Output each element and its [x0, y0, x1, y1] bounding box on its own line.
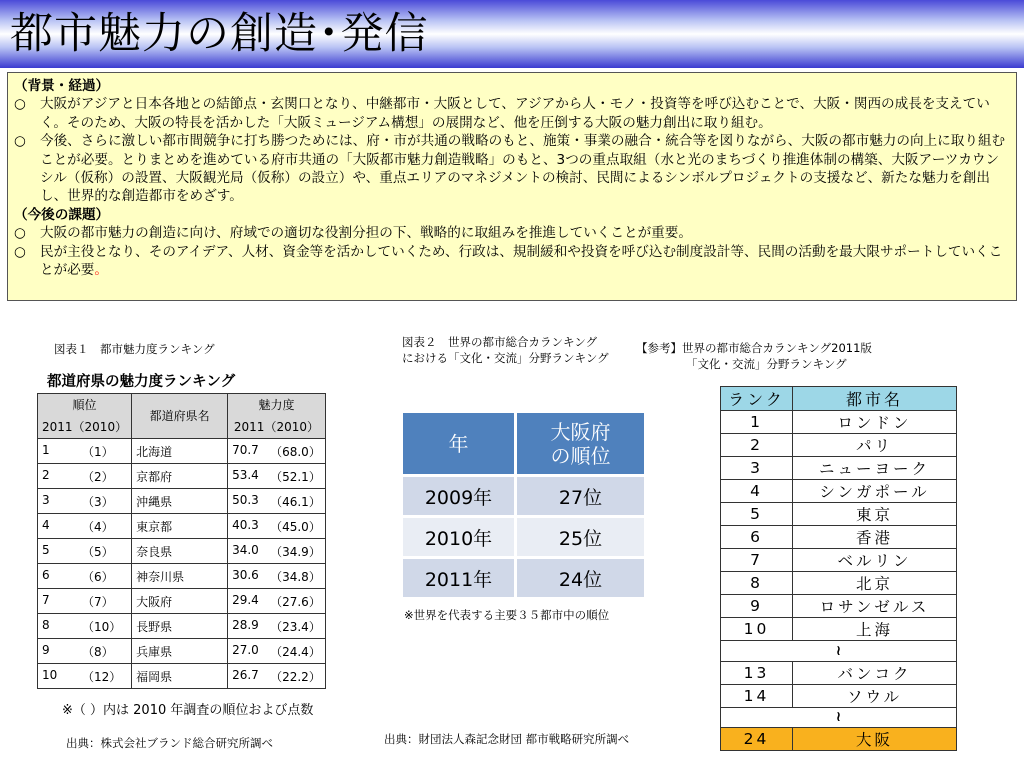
fig3-caption-line2: 「文化・交流」分野ランキング [686, 357, 847, 371]
index-2010: （22.2） [270, 669, 321, 684]
prefecture-cell: 奈良県 [132, 539, 228, 564]
year-cell: 2011年 [403, 559, 514, 597]
rank-cell [38, 589, 132, 614]
table-row [721, 728, 957, 751]
index-2011: 53.4 [232, 467, 259, 482]
rank-2010: （8） [82, 644, 114, 659]
index-cell [228, 614, 326, 639]
index-2010: （34.8） [270, 569, 321, 584]
rank-2010: （4） [82, 519, 114, 534]
rank-2011: 4 [42, 517, 50, 532]
background-bullet [14, 95, 1008, 132]
index-cell [228, 639, 326, 664]
city-cell: 東京 [793, 503, 957, 526]
prefecture-cell: 兵庫県 [132, 639, 228, 664]
table-row [403, 518, 644, 556]
bullet-marker: ○ [14, 243, 26, 260]
table-row [38, 439, 326, 464]
bullet-text [40, 243, 1008, 280]
index-cell [228, 464, 326, 489]
prefecture-cell: 神奈川県 [132, 564, 228, 589]
prefecture-cell: 福岡県 [132, 664, 228, 689]
table-row [721, 480, 957, 503]
bullet-text: 大阪の都市魅力の創造に向け、府域での適切な役割分担の下、戦略的に取組みを推進していくことが重要。 [40, 225, 692, 242]
col-header-rank: ランク [721, 387, 793, 411]
index-cell [228, 564, 326, 589]
rank-2011: 1 [42, 442, 50, 457]
index-cell [228, 664, 326, 689]
city-cell: 大阪 [793, 728, 957, 751]
table-row [721, 457, 957, 480]
city-cell: 北京 [793, 572, 957, 595]
fig1-table-title: 都道府県の魅力度ランキング [47, 374, 236, 390]
col-header-osaka-rank [517, 413, 644, 474]
rank-2011: 7 [42, 592, 50, 607]
table-row [38, 464, 326, 489]
background-bullet [14, 132, 1008, 206]
fig2-caption-line2: における「文化・交流」分野ランキング [402, 351, 609, 365]
fig2-source: 出典：財団法人森記念財団 都市戦略研究所調べ [384, 732, 630, 746]
fig1-caption: 図表１ 都市魅力度ランキング [54, 342, 215, 356]
table-row [38, 589, 326, 614]
index-2010: （23.4） [270, 619, 321, 634]
bullet-text: 大阪がアジアと日本各地との結節点・玄関口となり、中継都市・大阪として、アジアから人・モノ・投資等を呼び込むことで、大阪・関西の成長を支えていく。そのため、大阪の特長を活かした「大阪ミュージアム構想」の展開など、他を圧倒する大阪の魅力創出に取り組む。 [40, 96, 990, 131]
fig1-note: ※（ ）内は 2010 年調査の順位および点数 [62, 703, 314, 718]
table-row [403, 477, 644, 515]
table-row [721, 661, 957, 684]
fig1-source: 出典：株式会社ブランド総合研究所調べ [66, 736, 273, 750]
table-row [721, 434, 957, 457]
rank-cell [38, 564, 132, 589]
index-2011: 28.9 [232, 617, 259, 632]
gap-marker: ≀ [721, 707, 957, 728]
background-heading: （背景・経過） [14, 78, 110, 94]
prefecture-cell: 長野県 [132, 614, 228, 639]
rank-cell: 4 [721, 480, 793, 503]
fig2-caption-line1: 図表２ 世界の都市総合カランキング [402, 335, 598, 349]
index-2011: 70.7 [232, 442, 259, 457]
table-row [38, 489, 326, 514]
table-row [38, 614, 326, 639]
col-header-index [228, 394, 326, 439]
index-2011: 30.6 [232, 567, 259, 582]
bullet-marker: ○ [14, 96, 26, 113]
summary-box [7, 72, 1017, 301]
table-row [38, 539, 326, 564]
world-city-ranking-table [720, 386, 957, 751]
rank-2010: （5） [82, 544, 114, 559]
index-2011: 29.4 [232, 592, 259, 607]
table-row [721, 503, 957, 526]
rank-2010: （7） [82, 594, 114, 609]
index-2011: 40.3 [232, 517, 259, 532]
city-cell: 上海 [793, 618, 957, 641]
rank-cell [38, 464, 132, 489]
index-cell [228, 489, 326, 514]
rank-cell: 2 [721, 434, 793, 457]
index-2010: （24.4） [270, 644, 321, 659]
index-2010: （27.6） [270, 594, 321, 609]
table-header-row [38, 394, 326, 439]
rank-cell: 13 [721, 661, 793, 684]
col-header-index-label: 魅力度 [258, 398, 295, 412]
gap-row [721, 641, 957, 662]
city-cell: ベルリン [793, 549, 957, 572]
index-2011: 34.0 [232, 542, 259, 557]
col-header-prefecture: 都道府県名 [132, 394, 228, 439]
rank-cell: 27位 [517, 477, 644, 515]
rank-cell: 3 [721, 457, 793, 480]
rank-cell [38, 439, 132, 464]
osaka-rank-table [403, 413, 644, 600]
index-cell [228, 589, 326, 614]
table-header-row [403, 413, 644, 474]
col-header-city: 都市名 [793, 387, 957, 411]
rank-2011: 8 [42, 617, 50, 632]
year-cell: 2009年 [403, 477, 514, 515]
bullet-text-main: 民が主役となり、そのアイデア、人材、資金等を活かしていくため、行政は、規制緩和や投資を呼び込む制度設計等、民間の活動を最大限サポートしていくことが必要 [40, 243, 1003, 279]
table-row [38, 564, 326, 589]
city-cell: パリ [793, 434, 957, 457]
col-header-osaka-rank-line1: 大阪府 [550, 419, 611, 444]
table-row [721, 526, 957, 549]
rank-cell: 10 [721, 618, 793, 641]
rank-cell [38, 614, 132, 639]
city-cell: 香港 [793, 526, 957, 549]
rank-2010: （10） [82, 619, 122, 634]
index-2010: （68.0） [270, 444, 321, 459]
city-cell: ロンドン [793, 411, 957, 434]
rank-cell: 24 [721, 728, 793, 751]
table-row [721, 411, 957, 434]
table-row [721, 572, 957, 595]
gap-row [721, 707, 957, 728]
rank-cell: 24位 [517, 559, 644, 597]
rank-2011: 3 [42, 492, 50, 507]
rank-cell [38, 664, 132, 689]
table-row [721, 549, 957, 572]
rank-cell: 6 [721, 526, 793, 549]
index-2010: （46.1） [270, 494, 321, 509]
rank-2011: 5 [42, 542, 50, 557]
index-2010: （52.1） [270, 469, 321, 484]
issues-bullet [14, 224, 1008, 242]
table-row [721, 618, 957, 641]
index-cell [228, 514, 326, 539]
rank-cell: 7 [721, 549, 793, 572]
table-row [721, 595, 957, 618]
index-2010: （34.9） [270, 544, 321, 559]
bullet-marker: ○ [14, 225, 26, 242]
col-header-rank-label: 順位 [72, 398, 97, 412]
index-2010: （45.0） [270, 519, 321, 534]
year-cell: 2010年 [403, 518, 514, 556]
table-row [38, 664, 326, 689]
table-header-row [721, 387, 957, 411]
rank-2010: （6） [82, 569, 114, 584]
city-cell: シンガポール [793, 480, 957, 503]
col-header-index-years: 2011（2010） [233, 420, 319, 434]
prefecture-cell: 沖縄県 [132, 489, 228, 514]
col-header-year: 年 [403, 413, 514, 474]
rank-2010: （1） [82, 444, 114, 459]
rank-cell: 14 [721, 684, 793, 707]
rank-2011: 10 [42, 667, 58, 682]
prefecture-ranking-table [37, 393, 326, 689]
prefecture-cell: 東京都 [132, 514, 228, 539]
city-cell: ロサンゼルス [793, 595, 957, 618]
issues-heading: （今後の課題） [14, 206, 110, 223]
issues-bullet [14, 243, 1008, 280]
city-cell: バンコク [793, 661, 957, 684]
rank-cell: 5 [721, 503, 793, 526]
rank-cell [38, 489, 132, 514]
rank-2010: （3） [82, 494, 114, 509]
fig3-caption-line1: 【参考】世界の都市総合カランキング2011版 [636, 341, 872, 355]
rank-2010: （12） [82, 669, 122, 684]
rank-2011: 2 [42, 467, 50, 482]
bullet-marker: ○ [14, 133, 26, 150]
page-title: 都市魅力の創造･発信 [10, 9, 429, 59]
prefecture-cell: 京都府 [132, 464, 228, 489]
table-row [38, 639, 326, 664]
city-cell: ニューヨーク [793, 457, 957, 480]
rank-2011: 9 [42, 642, 50, 657]
rank-2011: 6 [42, 567, 50, 582]
index-cell [228, 539, 326, 564]
city-cell: ソウル [793, 684, 957, 707]
rank-cell [38, 539, 132, 564]
table-row [38, 514, 326, 539]
col-header-rank-years: 2011（2010） [42, 420, 128, 434]
rank-cell: 8 [721, 572, 793, 595]
index-2011: 26.7 [232, 667, 259, 682]
table-row [721, 684, 957, 707]
col-header-osaka-rank-line2: の順位 [550, 443, 611, 468]
table-row [403, 559, 644, 597]
bullet-text: 今後、さらに激しい都市間競争に打ち勝つためには、府・市が共通の戦略のもと、施策・事業の融合・統合等を図りながら、大阪の都市魅力の向上に取り組むことが必要。とりまとめを進めている府市共通の「大阪都市魅力創造戦略」のもと、3つの重点取組（水と光のまちづくり推進体制の構築、大阪アーツカウンシル（仮称）の設置、大阪観光局（仮称）の設立）や、重点エリアのマネジメントの検討、民間によるシンボルプロジェクトの支援など、新たな魅力を創出し、世界的な創造都市をめざす。 [40, 133, 1006, 205]
index-2011: 27.0 [232, 642, 259, 657]
rank-cell: 1 [721, 411, 793, 434]
index-cell [228, 439, 326, 464]
title-bar [0, 0, 1024, 68]
rank-cell: 25位 [517, 518, 644, 556]
gap-marker: ≀ [721, 641, 957, 662]
index-2011: 50.3 [232, 492, 259, 507]
rank-cell [38, 514, 132, 539]
fig2-note: ※世界を代表する主要３５都市中の順位 [404, 608, 610, 622]
prefecture-cell: 北海道 [132, 439, 228, 464]
rank-cell: 9 [721, 595, 793, 618]
rank-2010: （2） [82, 469, 114, 484]
col-header-rank [38, 394, 132, 439]
rank-cell [38, 639, 132, 664]
bullet-text-end: 。 [94, 262, 108, 279]
prefecture-cell: 大阪府 [132, 589, 228, 614]
